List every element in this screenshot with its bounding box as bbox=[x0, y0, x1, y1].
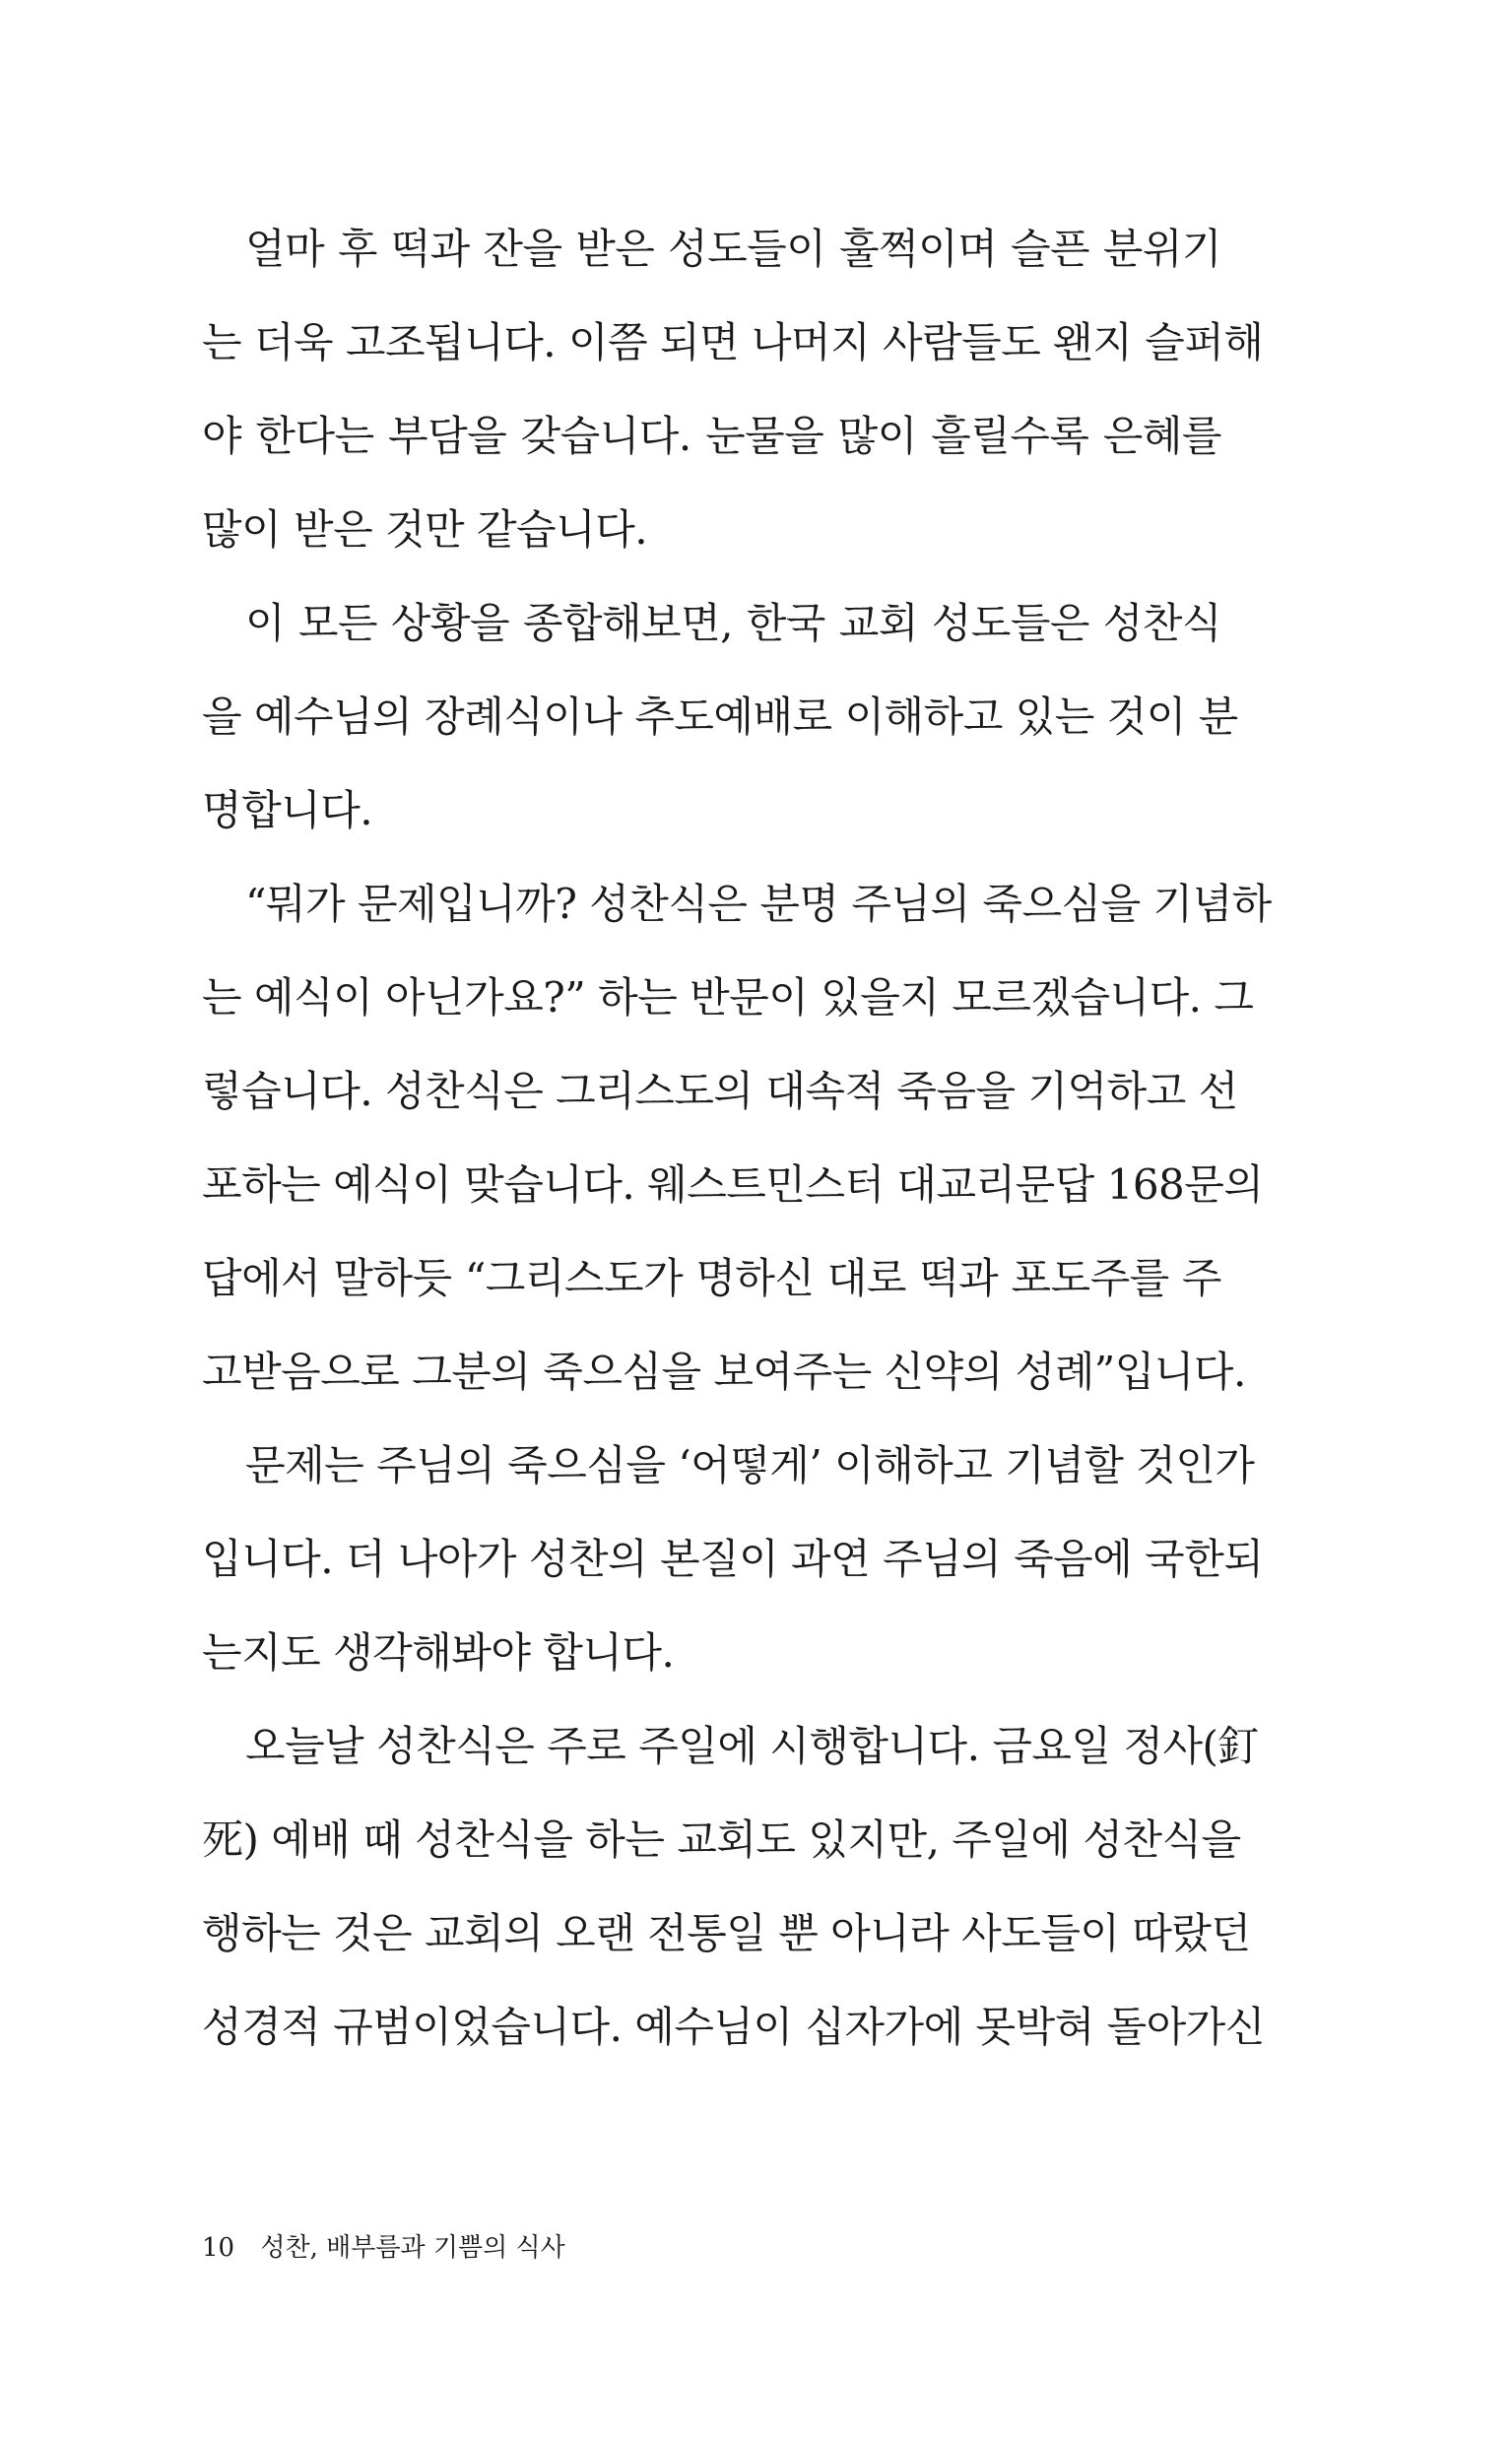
text-line: 을 예수님의 장례식이나 추도예배로 이해하고 있는 것이 분 bbox=[202, 693, 1238, 741]
text-line: 이 모든 상황을 종합해보면, 한국 교회 성도들은 성찬식 bbox=[245, 599, 1221, 647]
page-number: 10 bbox=[202, 2233, 235, 2263]
text-line: 문제는 주님의 죽으심을 ‘어떻게’ 이해하고 기념할 것인가 bbox=[245, 1441, 1255, 1489]
text-line: 성경적 규범이었습니다. 예수님이 십자가에 못박혀 돌아가신 bbox=[202, 2003, 1265, 2051]
text-line: 포하는 예식이 맞습니다. 웨스트민스터 대교리문답 168문의 bbox=[202, 1160, 1264, 1209]
text-line: 얼마 후 떡과 잔을 받은 성도들이 훌쩍이며 슬픈 분위기 bbox=[245, 225, 1221, 273]
text-line: 렇습니다. 성찬식은 그리스도의 대속적 죽음을 기억하고 선 bbox=[202, 1067, 1238, 1115]
text-line: 는 더욱 고조됩니다. 이쯤 되면 나머지 사람들도 왠지 슬퍼해 bbox=[202, 318, 1264, 366]
text-line: 야 한다는 부담을 갖습니다. 눈물을 많이 흘릴수록 은혜를 bbox=[202, 412, 1221, 460]
text-line: 는 예식이 아닌가요?” 하는 반문이 있을지 모르겠습니다. 그 bbox=[202, 973, 1254, 1022]
text-line: 死) 예배 때 성찬식을 하는 교회도 있지만, 주일에 성찬식을 bbox=[202, 1816, 1241, 1864]
text-line: 행하는 것은 교회의 오랜 전통일 뿐 아니라 사도들이 따랐던 bbox=[202, 1909, 1251, 1957]
text-line: 답에서 말하듯 “그리스도가 명하신 대로 떡과 포도주를 주 bbox=[202, 1254, 1221, 1302]
page-footer bbox=[202, 2228, 565, 2268]
text-line: “뭐가 문제입니까? 성찬식은 분명 주님의 죽으심을 기념하 bbox=[245, 880, 1272, 928]
text-line: 많이 받은 것만 같습니다. bbox=[202, 505, 648, 554]
text-line: 오늘날 성찬식은 주로 주일에 시행합니다. 금요일 정사(釘 bbox=[245, 1722, 1259, 1770]
text-line: 명합니다. bbox=[202, 786, 373, 834]
body-text bbox=[202, 202, 1272, 2074]
text-line: 고받음으로 그분의 죽으심을 보여주는 신약의 성례”입니다. bbox=[202, 1348, 1246, 1396]
running-title: 성찬, 배부름과 기쁨의 식사 bbox=[260, 2233, 565, 2263]
text-line: 는지도 생각해봐야 합니다. bbox=[202, 1628, 675, 1677]
text-line: 입니다. 더 나아가 성찬의 본질이 과연 주님의 죽음에 국한되 bbox=[202, 1535, 1264, 1583]
